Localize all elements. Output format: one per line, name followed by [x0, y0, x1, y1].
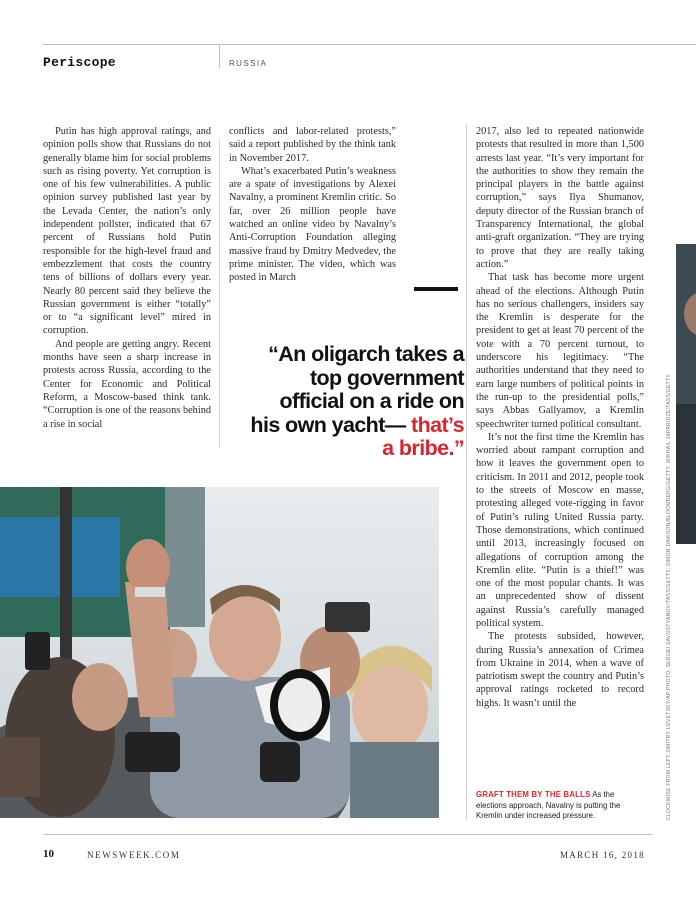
caption-text: As the elections approach, Navalny is putting the Kremlin under increased pressure.	[476, 790, 621, 820]
pullquote-accent-bar	[414, 287, 458, 291]
article-column-1	[43, 125, 211, 431]
article-paragraph: What’s exacerbated Putin’s weakness are a spate of investigations by Alexei Navalny, a prominent Kremlin critic. So far, over 26 million people have watched an online video by Navalny’s Anti-Corruption Foundation alleging massive fraud by Dmitry Medvedev, the prime minister. The video, which was posted in March	[229, 165, 396, 284]
column-divider	[219, 138, 220, 448]
header-divider	[219, 44, 220, 68]
category-label: RUSSIA	[229, 59, 268, 68]
article-paragraph: 2017, also led to repeated nationwide protests that resulted in more than 1,500 arrests last year. “It’s very important for the authorities to show they remain the principal players in the battle against corruption,” says Ilya Shumanov, deputy director of the Russian branch of Transparency International, the global anti-graft organization. “They are trying to prove that they are really taking action.”	[476, 126, 644, 270]
protest-photo	[0, 487, 439, 818]
photo-caption	[476, 790, 646, 822]
article-column-3	[476, 125, 644, 710]
section-title: Periscope	[43, 55, 116, 70]
adjacent-photo-edge	[676, 244, 696, 544]
header-rule	[43, 44, 696, 45]
pull-quote-highlight: that’s a bribe.”	[382, 412, 464, 460]
publication-url: NEWSWEEK.COM	[87, 850, 181, 860]
article-paragraph: And people are getting angry. Recent months have seen a sharp increase in protests across Russia, according to the Center for Economic and Political Reform, a Moscow-based think tank. “Corruption is one of the reasons behind a rise in social	[43, 338, 211, 430]
article-paragraph: That task has become more urgent ahead of the elections. Although Putin has no serious challengers, insiders say the Kremlin is desperate for the president to get at least 70 percent of the vote with a 70 percent turnout, to underscore his legitimacy. “The authorities understand that they need to earn large numbers of political points in the run-up to the presidential polls,” says Abbas Gallyamov, a Kremlin speechwriter turned political consultant.	[476, 272, 644, 430]
photo-credit: CLOCKWISE FROM LEFT: DMITRY LOVETSKY/AP PHOTO; SERGEI SAVOSTYANOV/TASS/GETTY; SIMON DAWSON/BLOOMBERG/GETTY; MIKHAIL JAPARIDZE/TASS/GETTY	[666, 374, 672, 820]
column-divider	[466, 124, 467, 820]
issue-date: MARCH 16, 2018	[560, 850, 645, 860]
article-paragraph: conflicts and labor-related protests,” said a report published by the think tank in November 2017.	[229, 126, 396, 164]
page-number: 10	[43, 848, 54, 860]
pull-quote	[246, 343, 464, 461]
article-column-2	[229, 125, 396, 285]
article-paragraph: It’s not the first time the Kremlin has worried about rampant corruption and how it leaves the government open to criticism. In 2011 and 2012, people took to the streets of Moscow en masse, protesting alleged vote-rigging in favor of Putin’s ruling United Russia party. Those demonstrations, which continued until 2013, increasingly focused on allegations of corruption among the Kremlin elite. “Putin is a thief!” was one of the most popular chants. It was an unprecedented show of dissent against Russia’s carefully managed political system.	[476, 431, 644, 629]
article-paragraph: The protests subsided, however, during Russia’s annexation of Crimea from Ukraine in 2014, when a wave of patriotism swept the country and Putin’s approval ratings rocketed to record highs. It wasn’t until the	[476, 631, 644, 709]
caption-headline: GRAFT THEM BY THE BALLS	[476, 790, 591, 799]
article-paragraph: Putin has high approval ratings, and opinion polls show that Russians do not generally blame him for social problems such as rising poverty. Yet corruption is one of his few vulnerabilities. A public opinion survey published last year by the Levada Center, the nation’s only independent pollster, indicated that 67 percent of Russians hold Putin responsible for the high-level fraud and embezzlement that costs the country tens of billions of dollars every year. Nearly 80 percent said they believe the Russian government is either “totally” or to “a significant level” mired in corruption.	[43, 126, 211, 337]
footer-rule	[43, 834, 653, 835]
pull-quote-text: “An oligarch takes a top government official on a ride on his own yacht—	[250, 342, 464, 437]
